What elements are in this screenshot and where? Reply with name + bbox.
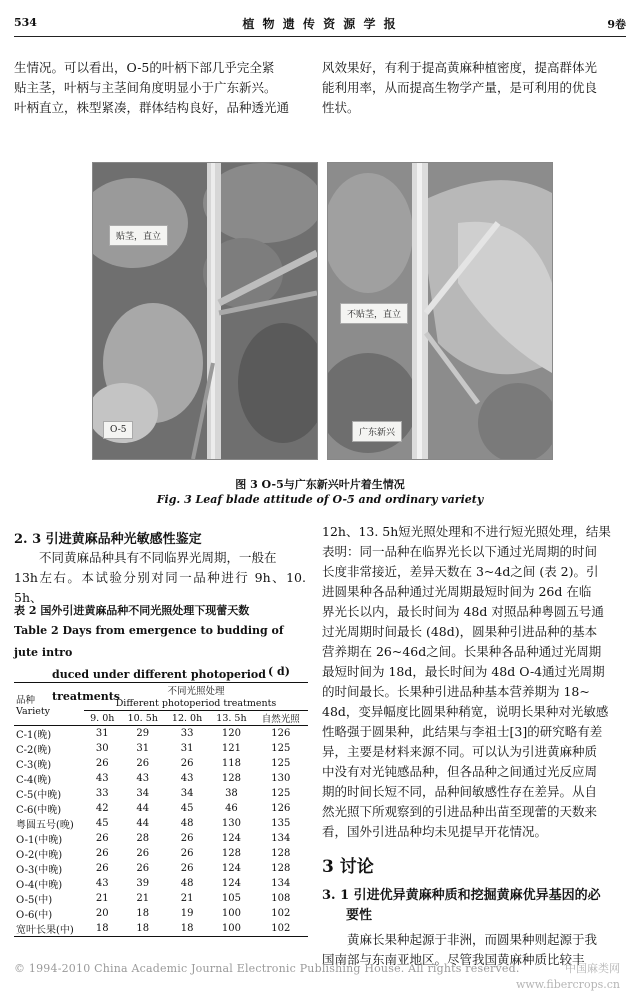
days-cell: 42 bbox=[95, 803, 109, 814]
table-2-caption-zh: 表 2 国外引进黄麻品种不同光照处理下现蕾天数 bbox=[14, 604, 250, 617]
days-cell: 44 bbox=[136, 818, 150, 829]
days-cell: 26 bbox=[95, 833, 109, 844]
days-cell: 38 bbox=[225, 788, 238, 799]
right-column-line: 营养期在 26~46d之间。长果种各品种通过光周期 bbox=[322, 644, 602, 659]
days-cell: 126 bbox=[271, 803, 291, 814]
days-cell: 120 bbox=[221, 728, 241, 739]
intro-left-line: 贴主茎，叶柄与主茎间角度明显小于广东新兴。 bbox=[14, 80, 277, 95]
variety-header-zh: 品种 bbox=[16, 694, 36, 706]
days-cell: 100 bbox=[221, 923, 241, 934]
days-cell: 118 bbox=[221, 758, 241, 769]
variety-name-cell: C-3(晚) bbox=[16, 760, 52, 771]
table-row bbox=[14, 876, 308, 891]
journal-title: 植 物 遗 传 资 源 学 报 bbox=[242, 17, 398, 31]
days-cell: 48 bbox=[180, 818, 194, 829]
table-row bbox=[14, 756, 308, 771]
section-3-heading: 3 讨论 bbox=[322, 857, 374, 877]
table-row bbox=[14, 906, 308, 921]
days-cell: 18 bbox=[180, 923, 194, 934]
section-3-1-heading-line2: 要性 bbox=[346, 908, 373, 923]
volume-label: 9卷 bbox=[607, 18, 626, 31]
days-cell: 134 bbox=[271, 878, 291, 889]
days-cell: 108 bbox=[271, 893, 291, 904]
days-cell: 130 bbox=[221, 818, 241, 829]
intro-left-column bbox=[14, 58, 304, 118]
days-cell: 43 bbox=[95, 878, 109, 889]
page-number: 534 bbox=[14, 16, 37, 29]
variety-name-cell: O-1(中晚) bbox=[16, 835, 63, 846]
days-cell: 125 bbox=[271, 788, 291, 799]
running-header bbox=[14, 14, 626, 37]
section-2-3-line: 不同黄麻品种具有不同临界光周期，一般在 bbox=[39, 550, 277, 565]
right-column-text bbox=[322, 522, 622, 842]
table-2-caption-en-line2: duced under different photoperiod treatments bbox=[52, 668, 266, 703]
right-column-line: 最短时间为 18d，最长时间为 48d O-4通过光周期 bbox=[322, 664, 605, 679]
figure-photo-right bbox=[327, 162, 553, 460]
right-column-line: 界光长以内，最长时间为 48d 对照品种粤圆五号通 bbox=[322, 604, 604, 619]
days-cell: 33 bbox=[95, 788, 109, 799]
days-cell: 20 bbox=[95, 908, 109, 919]
table-row bbox=[14, 891, 308, 906]
right-column-line: 48d，变异幅度比圆果种稍宽，说明长果种对光敏感 bbox=[322, 704, 609, 719]
variety-name-cell: 宽叶长果(中) bbox=[16, 925, 74, 936]
variety-header-en: Variety bbox=[16, 705, 51, 717]
variety-name-cell: 粤圆五号(晚) bbox=[16, 820, 74, 831]
intro-right-line: 性状。 bbox=[322, 100, 360, 115]
days-cell: 26 bbox=[136, 863, 150, 874]
days-cell: 102 bbox=[271, 908, 291, 919]
days-cell: 39 bbox=[136, 878, 150, 889]
days-cell: 26 bbox=[95, 848, 109, 859]
right-column-line: 性略强于圆果种，此结果与李祖士[3]的研究略有差 bbox=[322, 724, 603, 739]
variety-name-cell: O-4(中晚) bbox=[16, 880, 63, 891]
table-row bbox=[14, 801, 308, 816]
days-cell: 43 bbox=[180, 773, 194, 784]
table-2-body bbox=[14, 726, 308, 937]
column-header: 9. 0h bbox=[90, 712, 115, 724]
intro-left-line: 生情况。可以看出，O-5的叶柄下部几乎完全紧 bbox=[14, 60, 275, 75]
days-cell: 29 bbox=[136, 728, 150, 739]
days-cell: 31 bbox=[95, 728, 109, 739]
right-column-line: 12h、13. 5h短光照处理和不进行短光照处理，结果 bbox=[322, 524, 611, 539]
table-2-caption-en-line1: Table 2 Days from emergence to budding of jute intro bbox=[14, 624, 284, 659]
days-cell: 128 bbox=[271, 848, 291, 859]
right-column-line: 长度非常接近，差异天数在 3~4d之间 (表 2)。引 bbox=[322, 564, 599, 579]
table-row bbox=[14, 726, 308, 742]
treatment-header-en: Different photoperiod treatments bbox=[84, 697, 308, 711]
variety-name-cell: O-5(中) bbox=[16, 895, 53, 906]
days-cell: 33 bbox=[180, 728, 194, 739]
figure-photo-left bbox=[92, 162, 318, 460]
days-cell: 30 bbox=[95, 743, 109, 754]
section-3-1-heading bbox=[322, 886, 622, 926]
days-cell: 124 bbox=[221, 878, 241, 889]
days-cell: 125 bbox=[271, 758, 291, 769]
days-cell: 43 bbox=[136, 773, 150, 784]
days-cell: 46 bbox=[225, 803, 238, 814]
days-cell: 134 bbox=[271, 833, 291, 844]
variety-name-cell: C-6(中晚) bbox=[16, 805, 62, 816]
intro-right-line: 风效果好，有利于提高黄麻种植密度，提高群体光 bbox=[322, 60, 598, 75]
days-cell: 102 bbox=[271, 923, 291, 934]
section-3-1-heading-line1: 3. 1 引进优异黄麻种质和挖掘黄麻优异基因的必 bbox=[322, 888, 601, 903]
days-cell: 31 bbox=[180, 743, 194, 754]
intro-right-column bbox=[322, 58, 620, 118]
days-cell: 126 bbox=[271, 728, 291, 739]
variety-name-cell: C-2(晚) bbox=[16, 745, 52, 756]
days-cell: 26 bbox=[180, 758, 194, 769]
days-cell: 21 bbox=[95, 893, 109, 904]
watermark-site-url: www.fibercrops.cn bbox=[515, 978, 620, 991]
days-cell: 18 bbox=[95, 923, 109, 934]
photo-left-label: 贴茎，直立 bbox=[109, 225, 168, 246]
right-column-line: 异，主要是材料来源不同。可以认为引进黄麻种质 bbox=[322, 744, 598, 759]
table-row bbox=[14, 816, 308, 831]
column-header: 10. 5h bbox=[127, 712, 158, 724]
days-cell: 28 bbox=[136, 833, 150, 844]
table-2 bbox=[14, 682, 308, 937]
days-cell: 121 bbox=[221, 743, 241, 754]
variety-name-cell: O-6(中) bbox=[16, 910, 53, 921]
section-2-3-heading: 2. 3 引进黄麻品种光敏感性鉴定 bbox=[14, 532, 202, 547]
right-column-line: 看，国外引进品种均未见提早开花情况。 bbox=[322, 824, 548, 839]
days-cell: 26 bbox=[136, 848, 150, 859]
column-header: 13. 5h bbox=[216, 712, 247, 724]
table-row bbox=[14, 861, 308, 876]
figure-caption-zh: 图 3 O-5与广东新兴叶片着生情况 bbox=[235, 478, 405, 491]
days-cell: 26 bbox=[136, 758, 150, 769]
table-row bbox=[14, 741, 308, 756]
section-2-3-text bbox=[14, 548, 306, 608]
days-cell: 26 bbox=[180, 863, 194, 874]
days-cell: 26 bbox=[95, 863, 109, 874]
days-cell: 105 bbox=[221, 893, 241, 904]
right-column-line: 过光周期时间最长 (48d)，圆果种引进品种的基本 bbox=[322, 624, 598, 639]
right-column-line: 的时间最长。长果种引进品种基本营养期为 18~ bbox=[322, 684, 590, 699]
right-column-line: 表明：同一品种在临界光长以下通过光周期的时间 bbox=[322, 544, 598, 559]
days-cell: 21 bbox=[180, 893, 194, 904]
variety-name-cell: O-2(中晚) bbox=[16, 850, 63, 861]
variety-name-cell: O-3(中晚) bbox=[16, 865, 63, 876]
days-cell: 125 bbox=[271, 743, 291, 754]
days-cell: 128 bbox=[221, 773, 241, 784]
days-cell: 34 bbox=[180, 788, 194, 799]
days-cell: 18 bbox=[136, 923, 150, 934]
right-column-line: 期的时间长短不同，品种间敏感性存在差异。从自 bbox=[322, 784, 598, 799]
days-cell: 48 bbox=[180, 878, 194, 889]
days-cell: 124 bbox=[221, 863, 241, 874]
right-column-line: 进圆果种各品种通过光周期最短时间为 26d 在临 bbox=[322, 584, 592, 599]
variety-name-cell: C-5(中晚) bbox=[16, 790, 62, 801]
days-cell: 43 bbox=[95, 773, 109, 784]
copyright-footer: © 1994-2010 China Academic Journal Electronic Publishing House. All rights reserved. bbox=[14, 962, 520, 975]
column-header: 12. 0h bbox=[171, 712, 203, 724]
table-2-variety-header bbox=[14, 683, 84, 726]
days-cell: 26 bbox=[95, 758, 109, 769]
days-cell: 124 bbox=[221, 833, 241, 844]
photo-right-tag: 广东新兴 bbox=[352, 421, 402, 442]
days-cell: 26 bbox=[180, 848, 194, 859]
table-row bbox=[14, 786, 308, 801]
days-cell: 34 bbox=[136, 788, 150, 799]
days-cell: 21 bbox=[136, 893, 150, 904]
section-3-1-line: 黄麻长果种起源于非洲，而圆果种则起源于我 bbox=[347, 932, 598, 947]
table-row bbox=[14, 921, 308, 936]
section-2-3-line: 13h左右。本试验分别对同一品种进行 9h、10. 5h、 bbox=[14, 570, 306, 605]
days-cell: 128 bbox=[271, 863, 291, 874]
days-cell: 19 bbox=[180, 908, 194, 919]
days-cell: 130 bbox=[271, 773, 291, 784]
figure-caption-en: Fig. 3 Leaf blade attitude of O-5 and ordinary variety bbox=[156, 493, 484, 506]
table-row bbox=[14, 846, 308, 861]
days-cell: 45 bbox=[95, 818, 109, 829]
watermark-site-name: 中国麻类网 bbox=[565, 962, 620, 975]
days-cell: 45 bbox=[180, 803, 194, 814]
table-row bbox=[14, 771, 308, 786]
photo-left-tag: O-5 bbox=[103, 421, 133, 439]
days-cell: 26 bbox=[180, 833, 194, 844]
days-cell: 128 bbox=[221, 848, 241, 859]
table-row bbox=[14, 831, 308, 846]
days-cell: 100 bbox=[221, 908, 241, 919]
right-column-line: 中没有对光钝感品种，但各品种之间通过光反应周 bbox=[322, 764, 598, 779]
intro-left-line: 叶柄直立，株型紧凑，群体结构良好，品种透光通 bbox=[14, 100, 290, 115]
column-header: 自然光照 bbox=[261, 714, 300, 725]
table-2-unit: ( d) bbox=[268, 665, 290, 678]
variety-name-cell: C-4(晚) bbox=[16, 775, 52, 786]
section-3-1-line: 国南部与东南亚地区。尽管我国黄麻种质比较丰 bbox=[322, 952, 585, 967]
treatment-header-zh: 不同光照处理 bbox=[167, 686, 225, 697]
photo-left-image bbox=[93, 163, 317, 459]
intro-right-line: 能利用率，从而提高生物学产量，是可利用的优良 bbox=[322, 80, 598, 95]
right-column-line: 然光照下所观察到的引进品种出苗至现蕾的天数来 bbox=[322, 804, 598, 819]
photo-right-label: 不贴茎，直立 bbox=[340, 303, 408, 324]
variety-name-cell: C-1(晚) bbox=[16, 730, 52, 741]
days-cell: 31 bbox=[136, 743, 150, 754]
days-cell: 135 bbox=[271, 818, 291, 829]
days-cell: 18 bbox=[136, 908, 150, 919]
days-cell: 44 bbox=[136, 803, 150, 814]
